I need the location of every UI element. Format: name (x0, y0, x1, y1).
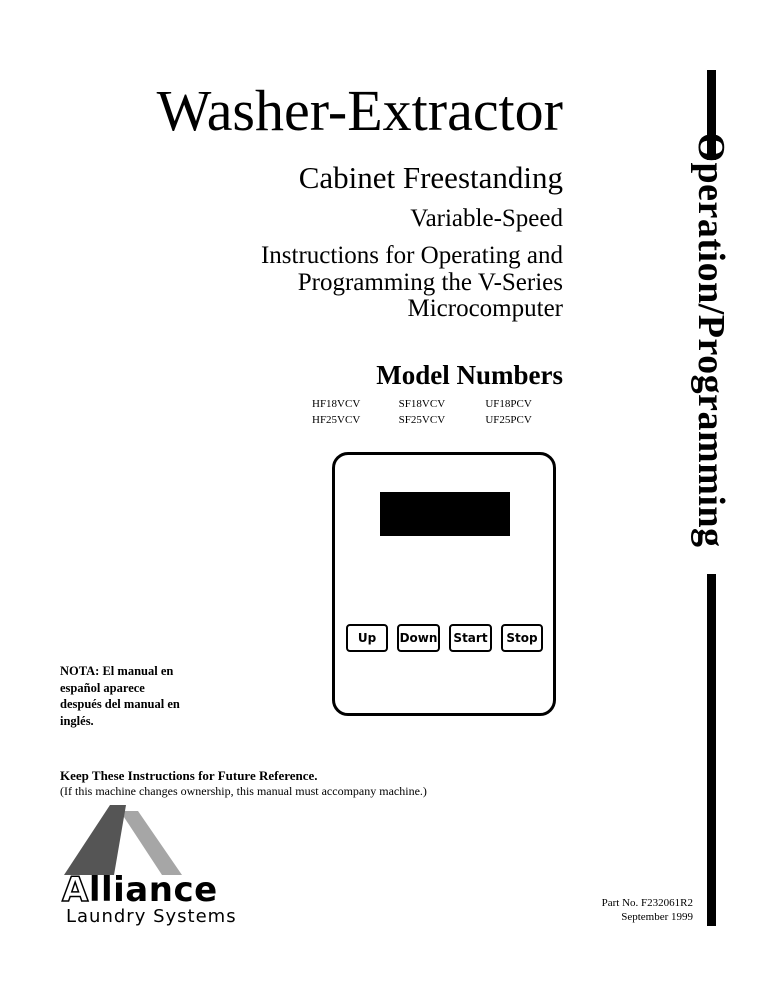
keep-instructions-notice: Keep These Instructions for Future Reference. (60, 768, 318, 783)
ownership-notice: (If this machine changes ownership, this manual must accompany machine.) (60, 784, 427, 798)
model-row (312, 396, 572, 412)
document-subtitle: Cabinet Freestanding (298, 160, 563, 195)
model-numbers-grid (312, 396, 572, 428)
up-button[interactable]: Up (346, 624, 388, 652)
spanish-note (60, 663, 180, 729)
note-line: inglés. (60, 713, 94, 728)
document-title: Washer-Extractor (156, 78, 563, 143)
alliance-initial: A (62, 870, 89, 910)
down-button[interactable]: Down (397, 624, 440, 652)
note-line: después del manual en (60, 697, 180, 711)
model-row (312, 412, 572, 428)
model-number: HF18VCV (312, 398, 361, 410)
instructions-line: Microcomputer (407, 295, 563, 322)
alliance-wordmark (62, 870, 218, 910)
model-number: UF25PCV (485, 414, 532, 426)
stop-button[interactable]: Stop (501, 624, 543, 652)
document-variant: Variable-Speed (410, 205, 563, 232)
panel-display (380, 492, 510, 536)
note-line: NOTA: El manual en (60, 664, 174, 678)
model-number: UF18PCV (485, 398, 532, 410)
model-number: SF18VCV (398, 398, 446, 410)
instructions-line: Instructions for Operating and (260, 242, 563, 269)
document-instructions (261, 243, 563, 323)
model-numbers-heading: Model Numbers (376, 360, 563, 390)
part-info (602, 896, 693, 924)
part-date: September 1999 (621, 911, 693, 923)
note-line: español aparece (60, 680, 145, 695)
model-number: SF25VCV (398, 414, 446, 426)
logo-tagline: Laundry Systems (66, 906, 237, 927)
alliance-brand: lliance (88, 870, 218, 910)
part-number: Part No. F232061R2 (601, 897, 693, 909)
start-button[interactable]: Start (449, 624, 492, 652)
instructions-line: Programming the V-Series (297, 268, 563, 296)
banner-rule-bottom (707, 574, 716, 926)
alliance-logo-icon (64, 805, 184, 877)
model-number: HF25VCV (312, 414, 361, 426)
